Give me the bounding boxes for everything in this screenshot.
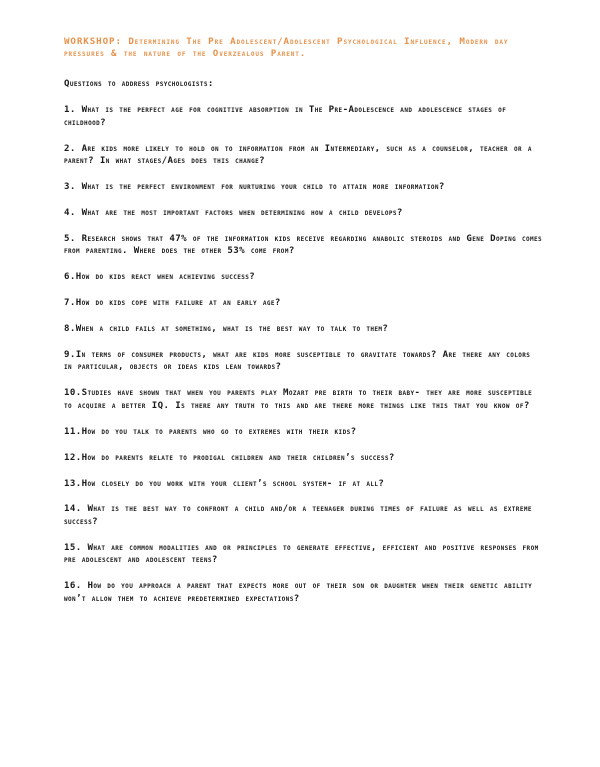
question-item: 6.How do kids react when achieving success? — [64, 272, 256, 283]
question-item: 7.How do kids cope with failure at an early age? — [64, 298, 281, 309]
question-item: 2. Are kids more likely to hold on to information from an Intermediary, such as a counselor, teacher or a parent? In what stages/Ages does this change? — [64, 143, 532, 167]
intro-text: Questions to address psychologists: — [64, 78, 214, 89]
question-item: 13.How closely do you work with your client’s school system- if at all? — [64, 478, 385, 489]
question-item: 12.How do parents relate to prodigal children and their children’s success? — [64, 452, 395, 463]
question-item: 3. What is the perfect environment for nurturing your child to attain more information? — [64, 182, 445, 193]
question-item: 9.In terms of consumer products, what are kids more susceptible to gravitate towards? Are there any colors in particular, objects or ideas kids lean towards? — [64, 349, 531, 373]
question-item: 4. What are the most important factors when determining how a child develops? — [64, 207, 403, 218]
question-item: 16. How do you approach a parent that expects more out of their son or daughter when their genetic ability won’t allow them to achieve predetermined expectations? — [64, 581, 533, 604]
document-page — [64, 36, 544, 619]
question-item: 1. What is the perfect age for cognitive absorption in The Pre-Adolescence and adolescence stages of childhood? — [64, 105, 507, 128]
question-item: 5. Research shows that 47% of the information kids receive regarding anabolic steroids and Gene Doping comes from parenting. Where does the other 53% come from? — [64, 233, 543, 257]
question-item: 15. What are common modalities and or principles to generate effective, efficient and positive responses from pre adolescent and adolescent teens? — [64, 542, 539, 566]
question-item: 11.How do you talk to parents who go to extremes with their kids? — [64, 426, 357, 437]
question-item: 14. What is the best way to confront a child and/or a teenager during times of failure as well as extreme success? — [64, 504, 532, 527]
question-item: 8.When a child fails at something, what is the best way to talk to them? — [64, 324, 389, 335]
question-item: 10.Studies have shown that when you parents play Mozart pre birth to their baby- they are more susceptible to acquire a better IQ. Is there any truth to this and are there more things like this that you know of? — [64, 388, 533, 411]
document-title: WORKSHOP: Determining The Pre Adolescent/Adolescent Psychological Influence, Modern day pressures & the nature of the Overzealous Parent. — [64, 36, 509, 60]
